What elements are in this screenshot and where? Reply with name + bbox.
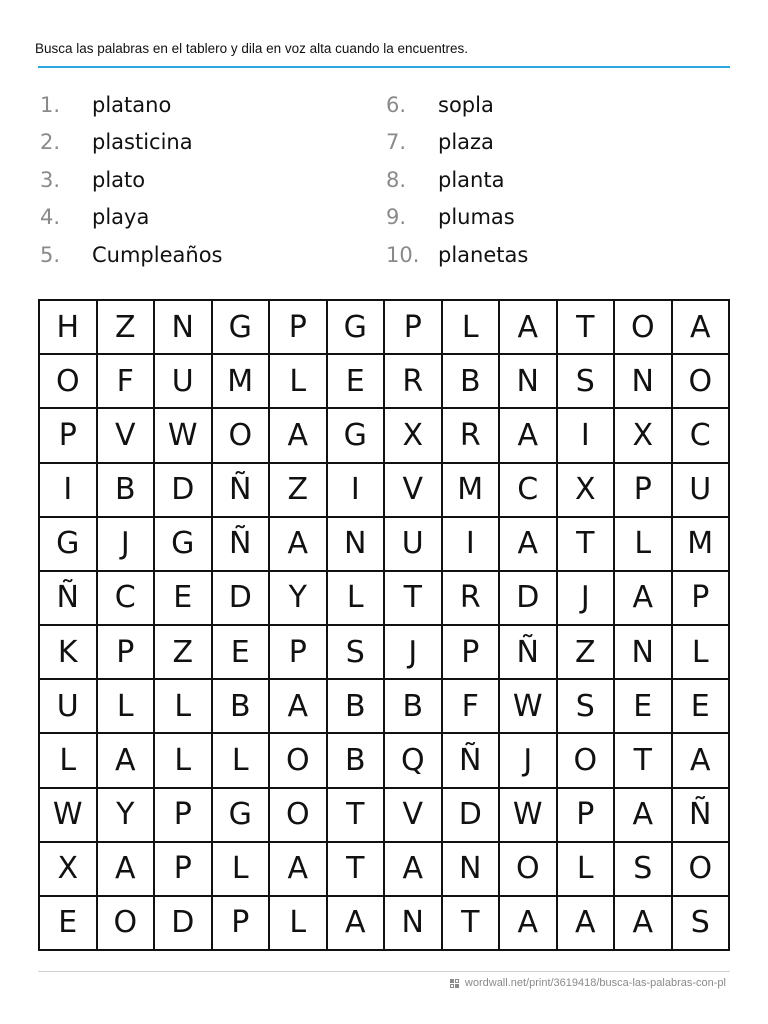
grid-cell: G [213, 301, 271, 355]
grid-cell: T [385, 572, 443, 626]
grid-cell: J [558, 572, 616, 626]
grid-cell: N [443, 843, 501, 897]
grid-cell: O [270, 789, 328, 843]
grid-cell: L [155, 734, 213, 788]
grid-cell: N [500, 355, 558, 409]
grid-cell: B [328, 734, 386, 788]
word-number: 6. [386, 92, 407, 117]
grid-cell: L [155, 680, 213, 734]
grid-cell: U [385, 518, 443, 572]
grid-cell: P [385, 301, 443, 355]
grid-cell: X [40, 843, 98, 897]
word-number: 3. [40, 167, 61, 192]
grid-cell: B [385, 680, 443, 734]
grid-cell: D [500, 572, 558, 626]
grid-cell: L [615, 518, 673, 572]
grid-cell: F [98, 355, 156, 409]
grid-cell: M [213, 355, 271, 409]
grid-cell: A [270, 680, 328, 734]
grid-cell: P [40, 409, 98, 463]
grid-cell: Ñ [443, 734, 501, 788]
grid-cell: J [385, 626, 443, 680]
grid-cell: G [40, 518, 98, 572]
grid-cell: K [40, 626, 98, 680]
word-list-item [40, 199, 222, 237]
word-list-item [386, 161, 528, 199]
grid-cell: S [328, 626, 386, 680]
grid-cell: Ñ [213, 464, 271, 518]
word-list-item [386, 236, 528, 274]
instructions-text: Busca las palabras en el tablero y dila en voz alta cuando la encuentres. [35, 41, 469, 56]
grid-cell: E [40, 897, 98, 951]
grid-cell: P [155, 789, 213, 843]
grid-cell: O [40, 355, 98, 409]
grid-cell: D [155, 897, 213, 951]
grid-cell: L [270, 355, 328, 409]
grid-cell: P [155, 843, 213, 897]
grid-cell: U [673, 464, 731, 518]
grid-cell: G [155, 518, 213, 572]
word-list-item [40, 124, 222, 162]
grid-cell: C [500, 464, 558, 518]
grid-cell: A [500, 301, 558, 355]
grid-cell: P [213, 897, 271, 951]
grid-cell: Z [98, 301, 156, 355]
grid-cell: L [213, 843, 271, 897]
grid-cell: N [615, 626, 673, 680]
grid-cell: B [98, 464, 156, 518]
word-number: 4. [40, 205, 61, 230]
grid-cell: L [270, 897, 328, 951]
grid-cell: A [673, 301, 731, 355]
grid-cell: A [500, 409, 558, 463]
grid-cell: L [443, 301, 501, 355]
grid-cell: A [385, 843, 443, 897]
grid-cell: J [98, 518, 156, 572]
grid-cell: I [558, 409, 616, 463]
grid-cell: O [500, 843, 558, 897]
grid-cell: R [385, 355, 443, 409]
grid-cell: Ñ [213, 518, 271, 572]
grid-cell: I [328, 464, 386, 518]
grid-cell: Ñ [500, 626, 558, 680]
grid-cell: P [270, 626, 328, 680]
grid-cell: D [213, 572, 271, 626]
grid-cell: W [40, 789, 98, 843]
word-list-item [40, 236, 222, 274]
word-text: plumas [438, 205, 515, 230]
grid-cell: M [443, 464, 501, 518]
grid-cell: A [328, 897, 386, 951]
grid-cell: W [155, 409, 213, 463]
grid-cell: T [328, 789, 386, 843]
grid-cell: A [270, 409, 328, 463]
word-list-item [386, 199, 528, 237]
grid-cell: X [558, 464, 616, 518]
word-text: planetas [438, 242, 529, 267]
grid-cell: P [558, 789, 616, 843]
grid-cell: E [328, 355, 386, 409]
word-number: 9. [386, 205, 407, 230]
word-text: plaza [438, 130, 494, 155]
grid-cell: Z [155, 626, 213, 680]
wordwall-grid-icon [450, 979, 459, 988]
grid-cell: O [270, 734, 328, 788]
grid-cell: L [673, 626, 731, 680]
grid-cell: P [615, 464, 673, 518]
word-list-item [386, 86, 528, 124]
footer-divider [38, 971, 730, 972]
grid-cell: A [615, 572, 673, 626]
grid-cell: I [40, 464, 98, 518]
grid-cell: A [673, 734, 731, 788]
grid-cell: R [443, 409, 501, 463]
word-number: 5. [40, 242, 61, 267]
grid-cell: T [443, 897, 501, 951]
word-list-column-right [386, 86, 528, 274]
grid-cell: D [155, 464, 213, 518]
word-text: playa [92, 205, 150, 230]
grid-cell: Z [558, 626, 616, 680]
grid-cell: V [98, 409, 156, 463]
footer [450, 977, 726, 989]
grid-cell: M [673, 518, 731, 572]
grid-cell: Y [98, 789, 156, 843]
grid-cell: T [328, 843, 386, 897]
grid-cell: P [443, 626, 501, 680]
grid-cell: G [328, 301, 386, 355]
grid-cell: T [558, 518, 616, 572]
grid-cell: S [615, 843, 673, 897]
grid-cell: A [500, 518, 558, 572]
grid-cell: B [213, 680, 271, 734]
grid-cell: H [40, 301, 98, 355]
word-list [0, 86, 768, 276]
grid-cell: P [98, 626, 156, 680]
grid-cell: O [615, 301, 673, 355]
word-list-item [40, 161, 222, 199]
grid-cell: Ñ [40, 572, 98, 626]
word-list-item [40, 86, 222, 124]
grid-cell: S [673, 897, 731, 951]
grid-cell: R [443, 572, 501, 626]
grid-cell: S [558, 680, 616, 734]
footer-url[interactable]: wordwall.net/print/3619418/busca-las-palabras-con-pl [464, 977, 726, 989]
grid-cell: A [270, 843, 328, 897]
grid-cell: W [500, 680, 558, 734]
grid-cell: A [270, 518, 328, 572]
grid-cell: L [328, 572, 386, 626]
grid-cell: E [213, 626, 271, 680]
grid-cell: L [213, 734, 271, 788]
word-search-grid [38, 299, 730, 951]
grid-cell: U [40, 680, 98, 734]
grid-cell: P [270, 301, 328, 355]
grid-cell: L [98, 680, 156, 734]
grid-cell: B [328, 680, 386, 734]
grid-cell: W [500, 789, 558, 843]
grid-cell: I [443, 518, 501, 572]
word-number: 1. [40, 92, 61, 117]
grid-cell: C [673, 409, 731, 463]
grid-cell: L [558, 843, 616, 897]
grid-cell: B [443, 355, 501, 409]
word-number: 10. [386, 242, 420, 267]
grid-cell: T [615, 734, 673, 788]
grid-cell: N [155, 301, 213, 355]
grid-cell: E [615, 680, 673, 734]
grid-cell: O [213, 409, 271, 463]
grid-cell: G [328, 409, 386, 463]
word-number: 2. [40, 130, 61, 155]
grid-cell: V [385, 789, 443, 843]
grid-cell: Q [385, 734, 443, 788]
grid-cell: F [443, 680, 501, 734]
grid-cell: Y [270, 572, 328, 626]
grid-cell: S [558, 355, 616, 409]
grid-cell: A [615, 789, 673, 843]
grid-cell: V [385, 464, 443, 518]
grid-cell: A [558, 897, 616, 951]
word-text: planta [438, 167, 505, 192]
grid-cell: G [213, 789, 271, 843]
word-text: sopla [438, 92, 494, 117]
grid-cell: A [98, 843, 156, 897]
grid-cell: N [328, 518, 386, 572]
grid-cell: X [615, 409, 673, 463]
header-divider [38, 66, 730, 68]
word-text: plato [92, 167, 146, 192]
grid-cell: A [98, 734, 156, 788]
word-list-item [386, 124, 528, 162]
grid-cell: Z [270, 464, 328, 518]
grid-cell: O [558, 734, 616, 788]
grid-cell: D [443, 789, 501, 843]
grid-cell: P [673, 572, 731, 626]
word-text: Cumpleaños [92, 242, 223, 267]
word-text: plasticina [92, 130, 193, 155]
grid-cell: N [615, 355, 673, 409]
grid-cell: U [155, 355, 213, 409]
grid-cell: J [500, 734, 558, 788]
grid-cell: N [385, 897, 443, 951]
grid-cell: E [673, 680, 731, 734]
grid-cell: O [673, 843, 731, 897]
grid-cell: A [615, 897, 673, 951]
word-number: 7. [386, 130, 407, 155]
grid-cell: X [385, 409, 443, 463]
grid-cell: A [500, 897, 558, 951]
word-number: 8. [386, 167, 407, 192]
grid-cell: C [98, 572, 156, 626]
grid-cell: O [98, 897, 156, 951]
grid-cell: O [673, 355, 731, 409]
word-text: platano [92, 92, 172, 117]
word-list-column-left [40, 86, 222, 274]
grid-cell: T [558, 301, 616, 355]
grid-cell: L [40, 734, 98, 788]
grid-cell: E [155, 572, 213, 626]
grid-cell: Ñ [673, 789, 731, 843]
